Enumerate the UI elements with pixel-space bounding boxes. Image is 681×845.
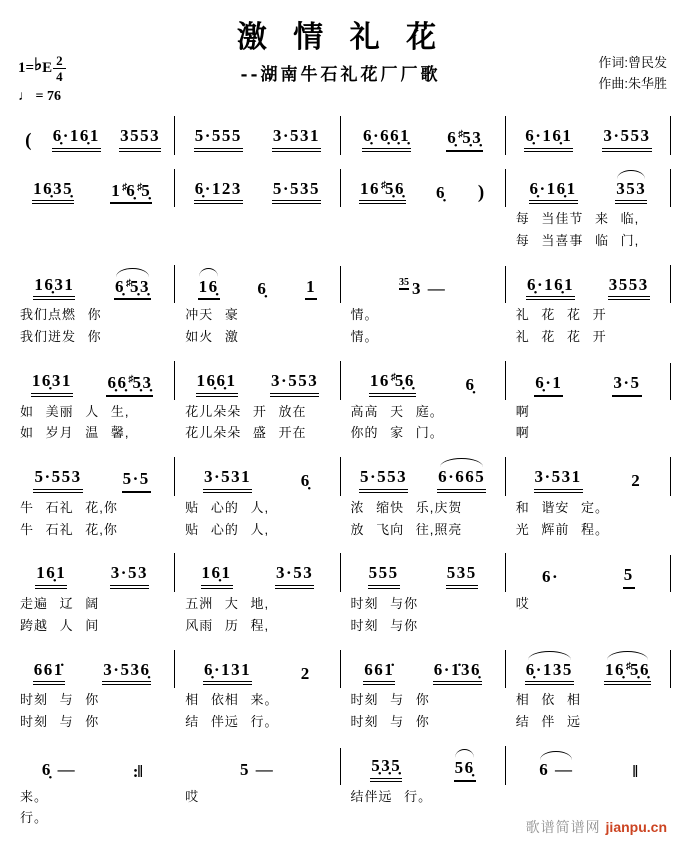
note-group: 5·553	[33, 467, 82, 493]
note-group: 16♯5̣6̣	[369, 371, 416, 397]
lyric-cell: 放 飞向 往,照亮	[350, 521, 463, 537]
note-group: 661̇	[33, 660, 65, 686]
lyrics-verse-1	[10, 306, 671, 325]
measure	[175, 748, 341, 785]
lyric-cell: 浓 缩快 乐,庆贺	[350, 499, 463, 515]
lyrics-verse-2	[10, 521, 671, 540]
measure	[175, 116, 340, 155]
note-group: 3·536̣	[102, 660, 151, 686]
lyric-cell	[10, 210, 175, 229]
song-subtitle: --湖南牛石礼花厂厂歌	[240, 65, 441, 85]
measure	[175, 457, 340, 496]
note-group: 5 —	[240, 759, 275, 779]
time-signature: $\frac{2}{4}$	[53, 54, 66, 83]
lyric-cell: 相 依 相	[515, 692, 581, 708]
system-3	[10, 265, 671, 347]
music-line-5	[10, 457, 671, 496]
sharp-icon: ♯	[137, 181, 143, 193]
system-1	[10, 116, 671, 155]
measure	[341, 553, 506, 592]
note-group: 3553	[608, 275, 650, 301]
note-group: 3·553	[270, 371, 319, 397]
note-group: 5̣3̣5̣	[370, 756, 402, 782]
measure	[506, 169, 671, 208]
measure	[341, 266, 506, 303]
lyric-cell: 时刻 与你	[350, 617, 419, 633]
open-paren: (	[25, 129, 32, 151]
measure	[10, 361, 175, 400]
lyric-cell: 情。	[350, 307, 379, 323]
note-group: 5·535	[272, 179, 321, 205]
note-group: 661̇	[363, 660, 395, 686]
lyric-cell: 结 伴远 行。	[185, 714, 279, 730]
lyric-cell: 礼 花 花 开	[515, 307, 607, 323]
note-group: 5·555	[194, 126, 243, 152]
note-group: 16̣♯5̣6̣	[604, 660, 651, 686]
lyric-cell: 风雨 历 程,	[185, 617, 270, 633]
grace-notes: 35	[399, 276, 409, 288]
lyric-cell: 五洲 大 地,	[185, 596, 270, 612]
lyric-cell: 高高 天 庭。	[350, 403, 444, 419]
lyric-cell: 啊	[515, 403, 530, 419]
watermark	[526, 817, 667, 837]
note-group: 3·53	[110, 563, 149, 589]
note-group: 6̣6̣♯5̣3̣	[106, 373, 153, 397]
measure	[506, 116, 671, 155]
note-group: 6·	[542, 567, 560, 587]
note-group: 5	[623, 565, 635, 589]
note-group: 6̣·16̣1	[529, 179, 578, 205]
lyric-cell	[506, 617, 671, 636]
lyrics-verse-2	[10, 713, 671, 732]
lyrics-verse-1	[10, 788, 671, 807]
sharp-icon: ♯	[625, 660, 631, 672]
song-title: 激 情 礼 花	[236, 20, 445, 55]
note-group: 16♯5̣6̣	[359, 179, 406, 205]
lyric-cell	[341, 232, 506, 251]
measure	[10, 265, 175, 304]
note-group: 6̣	[300, 471, 311, 491]
lyric-cell: 时刻 与 你	[20, 692, 100, 708]
lyrics-verse-2	[10, 328, 671, 347]
measure	[175, 169, 340, 208]
lyric-cell	[341, 809, 506, 828]
lyric-cell: 行。	[20, 810, 49, 826]
quarter-note-icon: ♩	[18, 89, 32, 104]
lyric-cell	[175, 210, 340, 229]
system-7	[10, 650, 671, 732]
note-group: 56̣	[454, 758, 476, 782]
measure	[10, 748, 175, 785]
note-group: 555	[368, 563, 400, 589]
measure	[506, 363, 671, 400]
watermark-domain: jianpu.cn	[605, 819, 667, 835]
note-group: 16̣31	[31, 371, 73, 397]
lyrics-verse-1	[10, 403, 671, 422]
lyric-cell: 时刻 与 你	[350, 714, 430, 730]
lyric-cell: 跨越 人 间	[20, 617, 100, 633]
music-line-2	[10, 169, 671, 208]
score-systems	[10, 116, 671, 828]
music-line-4	[10, 361, 671, 400]
close-paren: )	[477, 182, 485, 204]
system-6	[10, 553, 671, 635]
lyric-cell: 贴 心的 人,	[185, 499, 270, 515]
lyric-cell: 和 谐安 定。	[515, 499, 609, 515]
sharp-icon: ♯	[458, 129, 464, 140]
lyric-cell	[175, 232, 340, 251]
score-header	[10, 6, 671, 110]
lyrics-verse-1	[10, 499, 671, 518]
measure	[506, 748, 671, 785]
lyric-cell: 相 依相 来。	[185, 692, 279, 708]
measure	[341, 746, 507, 785]
measure	[175, 650, 340, 689]
measure	[10, 457, 175, 496]
note-group: 6̣	[465, 375, 476, 395]
note-group: 6̣♯5̣3̣	[446, 128, 483, 152]
note-group: 3·53	[275, 563, 314, 589]
lyric-cell: 你的 家 门。	[350, 425, 444, 441]
lyric-cell: 每 当喜事 临 门,	[515, 232, 640, 248]
note-group: 3·531	[272, 126, 321, 152]
lyric-cell: 时刻 与 你	[20, 714, 100, 730]
note-group: 3·531	[534, 467, 583, 493]
note-group: 6̣·16̣1	[526, 275, 575, 301]
tempo-marking: ♩ = 76	[18, 89, 61, 104]
lyric-cell	[341, 210, 506, 229]
lyric-cell: 如火 激	[185, 329, 239, 345]
note-group: $^{35}$ 3 —	[399, 276, 447, 298]
note-group: 1♯6̣♯5̣	[110, 181, 152, 205]
note-group: 6̣·1	[534, 373, 563, 397]
note-group: 6·1̇36̣	[433, 660, 482, 686]
note-group: 16̣	[198, 277, 220, 301]
measure	[10, 116, 175, 155]
note-group: 6̣	[435, 182, 446, 202]
note-group: 1	[305, 277, 317, 301]
lyrics-verse-2	[10, 232, 671, 251]
lyric-cell: 啊	[515, 425, 530, 441]
note-group: 6̣	[257, 278, 268, 298]
measure	[341, 116, 506, 155]
lyricist-credit: 作词:曾民发	[598, 55, 667, 70]
note-group: 3553	[119, 126, 161, 152]
measure	[175, 553, 340, 592]
flat-icon: ♭	[34, 54, 43, 74]
music-line-8	[10, 746, 671, 785]
music-line-3	[10, 265, 671, 304]
measure	[341, 650, 506, 689]
note-group: 6̣·123	[194, 179, 243, 205]
note-group: 6̣·131	[203, 660, 252, 686]
lyric-cell: 如 岁月 温 馨,	[20, 425, 130, 441]
sharp-icon: ♯	[380, 179, 386, 191]
note-group: 3·553	[602, 126, 651, 152]
lyrics-verse-1	[10, 691, 671, 710]
lyric-cell: 结伴远 行。	[350, 788, 433, 804]
key-signature	[18, 54, 66, 105]
system-5	[10, 457, 671, 539]
note-group: 6̣ —	[41, 759, 77, 779]
composer-credit: 作曲:朱华胜	[598, 76, 667, 92]
barline-symbol: ‖	[632, 761, 637, 781]
lyric-cell: 时刻 与 你	[350, 692, 430, 708]
measure	[175, 266, 340, 303]
music-line-7	[10, 650, 671, 689]
note-group: 6̣·16̣1	[524, 126, 573, 152]
lyric-cell: 来。	[20, 788, 49, 804]
lyric-cell: 冲天 豪	[185, 307, 239, 323]
music-line-6	[10, 553, 671, 592]
note-group: 2	[631, 471, 642, 491]
lyrics-verse-2	[10, 424, 671, 443]
lyric-cell: 光 辉前 程。	[515, 521, 609, 537]
measure	[341, 457, 506, 496]
note-group: 16̣35̣	[32, 179, 74, 205]
lyric-cell: 牛 石礼 花,你	[20, 521, 118, 537]
note-group: 16̣31	[33, 275, 75, 301]
system-2	[10, 169, 671, 251]
lyric-cell: 哎	[185, 788, 200, 804]
note-group: 6·665	[437, 467, 486, 493]
lyric-cell: 花儿朵朵 盛 开在	[185, 425, 307, 441]
lyric-cell: 结 伴 远	[515, 714, 581, 730]
note-group: 3·5	[612, 373, 641, 397]
note-group: 6̣·16̣1	[52, 126, 101, 152]
sharp-icon: ♯	[390, 372, 396, 384]
measure	[175, 361, 340, 400]
lyric-cell: 如 美丽 人 生,	[20, 403, 130, 419]
sharp-icon: ♯	[128, 374, 134, 386]
lyric-cell	[175, 809, 340, 828]
note-group: 5·553	[359, 467, 408, 493]
note-group: 16̣1	[35, 563, 67, 589]
measure	[10, 553, 175, 592]
measure	[506, 650, 671, 689]
sharp-icon: ♯	[122, 181, 128, 193]
lyric-cell: 我们迸发 你	[20, 329, 102, 345]
note-group: 3·531	[203, 467, 252, 493]
key-text: 1=♭E	[18, 54, 53, 76]
measure	[506, 265, 671, 304]
note-group: 5·5	[122, 469, 151, 493]
sharp-icon: ♯	[125, 277, 131, 289]
note-group: 6 —	[538, 760, 574, 782]
note-group: 6̣♯5̣3̣	[114, 277, 151, 301]
measure	[10, 169, 175, 208]
lyric-cell: 情。	[350, 329, 379, 345]
watermark-site: 歌谱简谱网	[525, 819, 601, 835]
lyric-cell: 礼 花 花 开	[515, 329, 607, 345]
measure	[341, 169, 506, 208]
note-group: 353	[615, 179, 647, 205]
lyric-cell: 我们点燃 你	[20, 307, 102, 323]
lyrics-verse-1	[10, 210, 671, 229]
measure	[506, 555, 671, 592]
note-group: 2	[300, 663, 311, 683]
note-group: 6̣·135	[525, 660, 574, 686]
note-group: 535	[446, 563, 478, 589]
lyric-cell: 每 当佳节 来 临,	[515, 211, 640, 227]
system-8	[10, 746, 671, 828]
lyric-cell: 贴 心的 人,	[185, 521, 270, 537]
system-4	[10, 361, 671, 443]
credits	[598, 52, 667, 95]
lyric-cell: 花儿朵朵 开 放在	[185, 403, 307, 419]
lyric-cell: 时刻 与你	[350, 596, 419, 612]
barline-symbol: :‖	[132, 761, 142, 781]
measure	[341, 361, 506, 400]
lyric-cell: 牛 石礼 花,你	[20, 499, 118, 515]
note-group: 16̣1	[201, 563, 233, 589]
lyric-cell: 哎	[515, 596, 530, 612]
lyrics-verse-1	[10, 595, 671, 614]
lyric-cell	[506, 788, 671, 807]
lyric-cell	[10, 232, 175, 251]
note-group: 16̣6̣1	[196, 371, 238, 397]
lyric-cell: 走遍 辽 阔	[20, 596, 100, 612]
lyrics-verse-2	[10, 617, 671, 636]
music-line-1	[10, 116, 671, 155]
note-group: 6̣·6̣6̣1̣	[362, 126, 411, 152]
measure	[10, 650, 175, 689]
measure	[506, 457, 671, 496]
